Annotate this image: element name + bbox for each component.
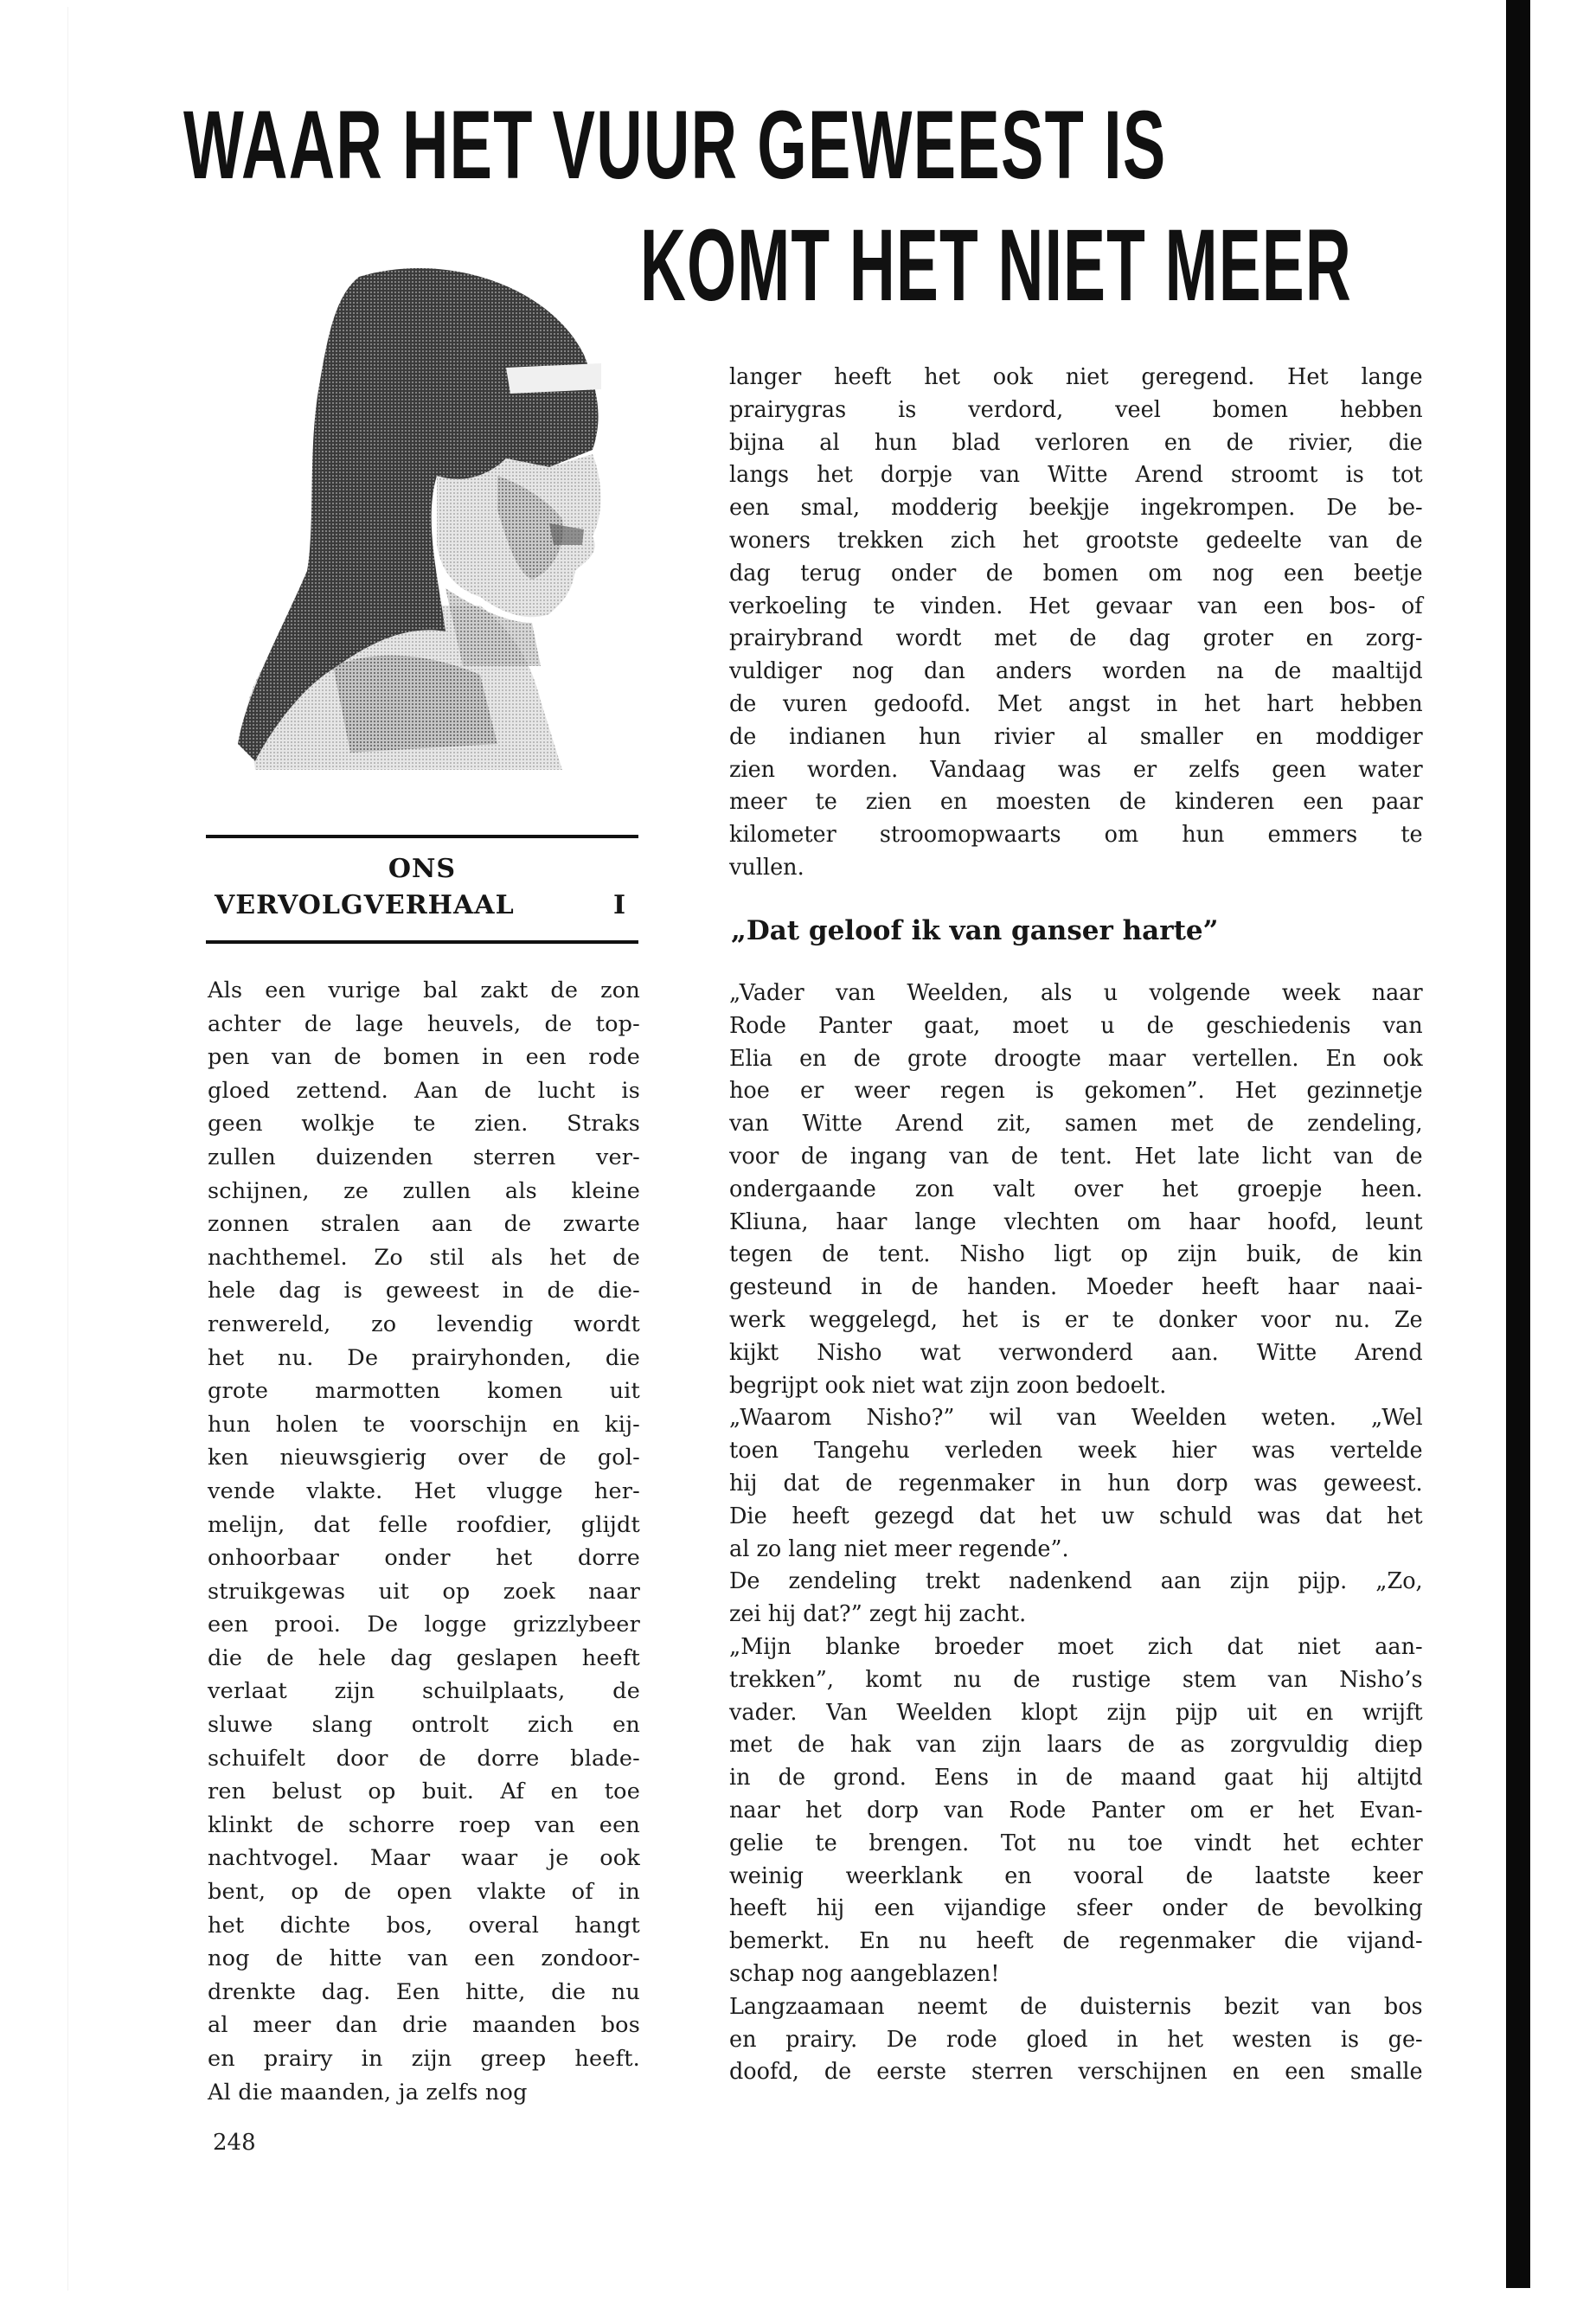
text-line: tegen de tent. Nisho ligt op zijn buik, de kin bbox=[729, 1241, 1423, 1268]
left-column-text bbox=[208, 974, 640, 2109]
text-line: begrijpt ook niet wat zijn zoon bedoelt. bbox=[729, 1372, 1167, 1399]
text-line: werk weggelegd, het is er te donker voor nu. Ze bbox=[729, 1306, 1423, 1333]
text-line: nachthemel. Zo stil als het de bbox=[208, 1244, 640, 1271]
page-number: 248 bbox=[213, 2130, 256, 2156]
text-line: „Vader van Weelden, als u volgende week naar bbox=[729, 980, 1423, 1006]
text-line: ken nieuwsgierig over de gol- bbox=[208, 1445, 640, 1471]
text-line: naar het dorp van Rode Panter om er het Evan- bbox=[729, 1797, 1423, 1823]
text-line: hun holen te voorschijn en kij- bbox=[208, 1411, 640, 1438]
text-line: toen Tangehu verleden week hier was vertelde bbox=[729, 1438, 1423, 1465]
series-label-vervolgverhaal bbox=[206, 888, 638, 924]
text-line: schuifelt door de dorre blade- bbox=[208, 1745, 640, 1772]
text-line: zien worden. Vandaag was er zelfs geen water bbox=[729, 756, 1423, 783]
text-line: de vuren gedoofd. Met angst in het hart hebben bbox=[729, 690, 1423, 717]
text-line: de indianen hun rivier al smaller en moddiger bbox=[729, 723, 1423, 750]
text-line: renwereld, zo levendig wordt bbox=[208, 1311, 640, 1337]
text-line: in de grond. Eens in de maand gaat hij altijtd bbox=[729, 1765, 1423, 1791]
text-line: klinkt de schorre roep van een bbox=[208, 1811, 640, 1838]
text-line: dag terug onder de bomen om nog een beetje bbox=[729, 560, 1423, 586]
text-line: onhoorbaar onder het dorre bbox=[208, 1545, 640, 1572]
text-line: al meer dan drie maanden bos bbox=[208, 2012, 640, 2039]
series-rule-top bbox=[206, 835, 638, 838]
text-line: zullen duizenden sterren ver- bbox=[208, 1144, 640, 1170]
text-line: „Waarom Nisho?” wil van Weelden weten. „Wel bbox=[729, 1405, 1423, 1432]
text-line: melijn, dat felle roofdier, glijdt bbox=[208, 1511, 640, 1538]
text-line: prairygras is verdord, veel bomen hebben bbox=[729, 396, 1423, 423]
portrait-illustration bbox=[221, 260, 601, 789]
text-line: langs het dorpje van Witte Arend stroomt is tot bbox=[729, 462, 1423, 489]
text-line: verlaat zijn schuilplaats, de bbox=[208, 1678, 640, 1705]
text-line: meer te zien en moesten de kinderen een paar bbox=[729, 789, 1423, 816]
text-line: geen wolkje te zien. Straks bbox=[208, 1111, 640, 1138]
text-line: Al die maanden, ja zelfs nog bbox=[208, 2079, 528, 2106]
text-line: een prooi. De logge grizzlybeer bbox=[208, 1612, 640, 1638]
text-line: woners trekken zich het grootste gedeelte van de bbox=[729, 527, 1423, 554]
text-line: Als een vurige bal zakt de zon bbox=[208, 977, 640, 1003]
text-line: achter de lage heuvels, de top- bbox=[208, 1010, 640, 1037]
text-line: het dichte bos, overal hangt bbox=[208, 1912, 640, 1939]
text-line: vende vlakte. Het vlugge her- bbox=[208, 1477, 640, 1504]
text-line: die de hele dag geslapen heeft bbox=[208, 1644, 640, 1671]
text-line: doofd, de eerste sterren verschijnen en een smalle bbox=[729, 2059, 1423, 2086]
headline-line-1: WAAR HET VUUR GEWEEST IS bbox=[183, 91, 1167, 199]
text-line: Rode Panter gaat, moet u de geschiedenis van bbox=[729, 1012, 1423, 1039]
text-line: Kliuna, haar lange vlechten om haar hoofd, leunt bbox=[729, 1208, 1423, 1235]
text-line: al zo lang niet meer regende”. bbox=[729, 1535, 1069, 1562]
text-line: het nu. De prairyhonden, die bbox=[208, 1344, 640, 1371]
scan-edge-bar bbox=[1506, 0, 1530, 2288]
text-line: zonnen stralen aan de zwarte bbox=[208, 1211, 640, 1238]
text-line: hoe er weer regen is gekomen”. Het gezinnetje bbox=[729, 1078, 1423, 1105]
text-line: en prairy. De rode gloed in het westen is ge- bbox=[729, 2026, 1423, 2053]
text-line: van Witte Arend zit, samen met de zendeling, bbox=[729, 1111, 1423, 1138]
text-line: Elia en de grote droogte maar vertellen. En ook bbox=[729, 1045, 1423, 1072]
text-line: vader. Van Weelden klopt zijn pijp uit en wrijft bbox=[729, 1699, 1423, 1726]
text-line: Die heeft gezegd dat het uw schuld was dat het bbox=[729, 1503, 1423, 1529]
page-edge bbox=[67, 7, 68, 2291]
text-line: schap nog aangeblazen! bbox=[729, 1960, 1000, 1987]
text-line: grote marmotten komen uit bbox=[208, 1378, 640, 1405]
series-rule-bottom bbox=[206, 940, 638, 944]
text-line: gelie te brengen. Tot nu toe vindt het echter bbox=[729, 1830, 1423, 1856]
text-line: kilometer stroomopwaarts om hun emmers te bbox=[729, 822, 1423, 849]
text-line: heeft hij een vijandige sfeer onder de bevolking bbox=[729, 1895, 1423, 1922]
section-subheading: „Dat geloof ik van ganser harte” bbox=[731, 915, 1219, 946]
text-line: voor de ingang van de tent. Het late licht van de bbox=[729, 1143, 1423, 1170]
text-line: vuldiger nog dan anders worden na de maaltijd bbox=[729, 658, 1423, 685]
text-line: hele dag is geweest in de die- bbox=[208, 1278, 640, 1304]
text-line: met de hak van zijn laars de as zorgvuldig diep bbox=[729, 1732, 1423, 1759]
text-line: zei hij dat?” zegt hij zacht. bbox=[729, 1601, 1027, 1628]
text-line: bent, op de open vlakte of in bbox=[208, 1879, 640, 1906]
text-line: langer heeft het ook niet geregend. Het lange bbox=[729, 364, 1423, 390]
text-line: sluwe slang ontrolt zich en bbox=[208, 1712, 640, 1739]
text-line: gesteund in de handen. Moeder heeft haar naai- bbox=[729, 1274, 1423, 1301]
text-line: en prairy in zijn greep heeft. bbox=[208, 2046, 640, 2072]
text-line: prairybrand wordt met de dag groter en zorg- bbox=[729, 625, 1423, 652]
text-line: bijna al hun blad verloren en de rivier, die bbox=[729, 429, 1423, 456]
text-line: weinig weerklank en vooral de laatste keer bbox=[729, 1862, 1423, 1889]
right-column-lower-text bbox=[729, 977, 1437, 2089]
text-line: hij dat de regenmaker in hun dorp was geweest. bbox=[729, 1470, 1423, 1497]
series-label-text: VERVOLGVERHAAL bbox=[215, 890, 515, 920]
series-label-ons: ONS bbox=[388, 854, 457, 884]
text-line: schijnen, ze zullen als kleine bbox=[208, 1177, 640, 1204]
text-line: kijkt Nisho wat verwonderd aan. Witte Arend bbox=[729, 1339, 1423, 1366]
text-line: een smal, modderig beekjje ingekrompen. De be- bbox=[729, 495, 1423, 522]
text-line: gloed zettend. Aan de lucht is bbox=[208, 1077, 640, 1104]
headline-line-2: KOMT HET NIET MEER bbox=[640, 208, 1353, 323]
portrait-icon bbox=[221, 260, 601, 789]
series-part-number: I bbox=[612, 890, 626, 920]
text-line: drenkte dag. Een hitte, die nu bbox=[208, 1978, 640, 2005]
text-line: pen van de bomen in een rode bbox=[208, 1044, 640, 1071]
text-line: Langzaamaan neemt de duisternis bezit van bos bbox=[729, 1993, 1423, 2020]
right-column-upper-text bbox=[729, 362, 1437, 885]
text-line: nog de hitte van een zondoor- bbox=[208, 1945, 640, 1972]
text-line: ren belust op buit. Af en toe bbox=[208, 1779, 640, 1805]
text-line: „Mijn blanke broeder moet zich dat niet aan- bbox=[729, 1633, 1423, 1660]
text-line: De zendeling trekt nadenkend aan zijn pijp. „Zo, bbox=[729, 1568, 1423, 1595]
text-line: bemerkt. En nu heeft de regenmaker die vijand- bbox=[729, 1928, 1423, 1955]
text-line: vullen. bbox=[729, 854, 804, 881]
text-line: ondergaande zon valt over het groepje heen. bbox=[729, 1176, 1423, 1202]
text-line: struikgewas uit op zoek naar bbox=[208, 1578, 640, 1605]
text-line: trekken”, komt nu de rustige stem van Nisho’s bbox=[729, 1666, 1423, 1693]
text-line: nachtvogel. Maar waar je ook bbox=[208, 1845, 640, 1872]
text-line: verkoeling te vinden. Het gevaar van een bos- of bbox=[729, 593, 1423, 619]
